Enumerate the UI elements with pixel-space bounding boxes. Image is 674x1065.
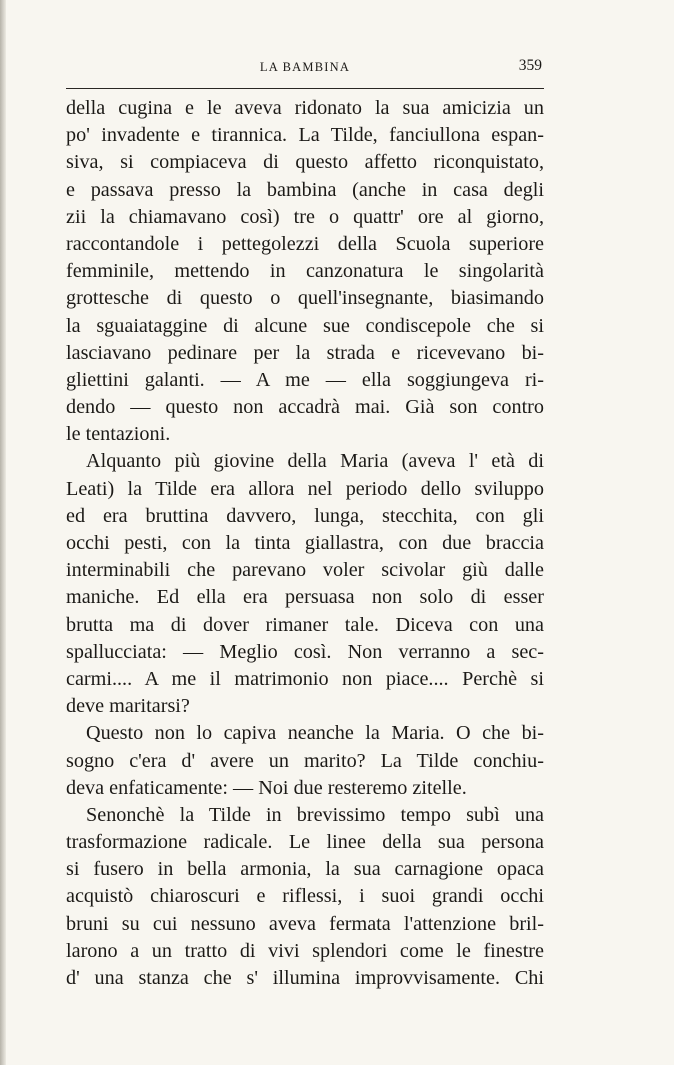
text-line: po' invadente e tirannica. La Tilde, fanciullona espan- bbox=[66, 124, 544, 147]
text-line: bruni su cui nessuno aveva fermata l'attenzione bril- bbox=[66, 912, 544, 935]
text-line: Senonchè la Tilde in brevissimo tempo subì una bbox=[86, 803, 544, 826]
text-line: gliettini galanti. — A me — ella soggiungeva ri- bbox=[66, 368, 544, 391]
text-line: si fusero in bella armonia, la sua carnagione opaca bbox=[66, 858, 544, 881]
header-rule bbox=[66, 88, 544, 89]
text-line: sogno c'era d' avere un marito? La Tilde conchiu- bbox=[66, 749, 544, 772]
text-line: grottesche di questo o quell'insegnante, biasimando bbox=[66, 287, 544, 310]
text-line: interminabili che parevano voler scivolar giù dalle bbox=[66, 559, 544, 582]
text-line: Alquanto più giovine della Maria (aveva l' età di bbox=[86, 450, 544, 473]
text-line: siva, si compiaceva di questo affetto riconquistato, bbox=[66, 151, 544, 174]
text-line: acquistò chiaroscuri e riflessi, i suoi grandi occhi bbox=[66, 885, 544, 908]
page-body bbox=[66, 95, 544, 992]
text-line: Leati) la Tilde era allora nel periodo dello sviluppo bbox=[66, 477, 544, 500]
text-line: Questo non lo capiva neanche la Maria. O che bi- bbox=[86, 722, 544, 745]
text-line: trasformazione radicale. Le linee della sua persona bbox=[66, 831, 544, 854]
text-line: dendo — questo non accadrà mai. Già son contro bbox=[66, 396, 544, 419]
text-line: la sguaiataggine di alcune sue condiscepole che si bbox=[66, 314, 544, 337]
text-line: raccontandole i pettegolezzi della Scuola superiore bbox=[66, 232, 544, 255]
text-line: e passava presso la bambina (anche in casa degli bbox=[66, 178, 544, 201]
page-header bbox=[66, 56, 544, 84]
text-line: occhi pesti, con la tinta giallastra, con due braccia bbox=[66, 532, 544, 554]
text-line: della cugina e le aveva ridonato la sua amicizia un bbox=[66, 97, 544, 119]
text-line: femminile, mettendo in canzonatura le singolarità bbox=[66, 260, 544, 283]
text-line: lasciavano pedinare per la strada e ricevevano bi- bbox=[66, 341, 544, 364]
text-line: maniche. Ed ella era persuasa non solo di esser bbox=[66, 586, 544, 609]
text-line: deva enfaticamente: — Noi due resteremo zitelle. bbox=[66, 776, 467, 799]
text-line: d' una stanza che s' illumina improvvisamente. Chi bbox=[66, 967, 544, 989]
text-line: larono a un tratto di vivi splendori come le finestre bbox=[66, 939, 544, 962]
page-number: 359 bbox=[518, 57, 542, 74]
text-line: ed era bruttina davvero, lunga, stecchita, con gli bbox=[66, 504, 544, 527]
text-line: carmi.... A me il matrimonio non piace.... Perchè si bbox=[66, 667, 544, 690]
text-line: zii la chiamavano così) tre o quattr' ore al giorno, bbox=[66, 205, 544, 228]
text-line: le tentazioni. bbox=[66, 423, 171, 446]
text-line: spallucciata: — Meglio così. Non verranno a sec- bbox=[66, 640, 544, 663]
text-line: brutta ma di dover rimaner tale. Diceva con una bbox=[66, 613, 544, 636]
text-line: deve maritarsi? bbox=[66, 695, 190, 718]
running-title: LA BAMBINA bbox=[259, 60, 351, 74]
